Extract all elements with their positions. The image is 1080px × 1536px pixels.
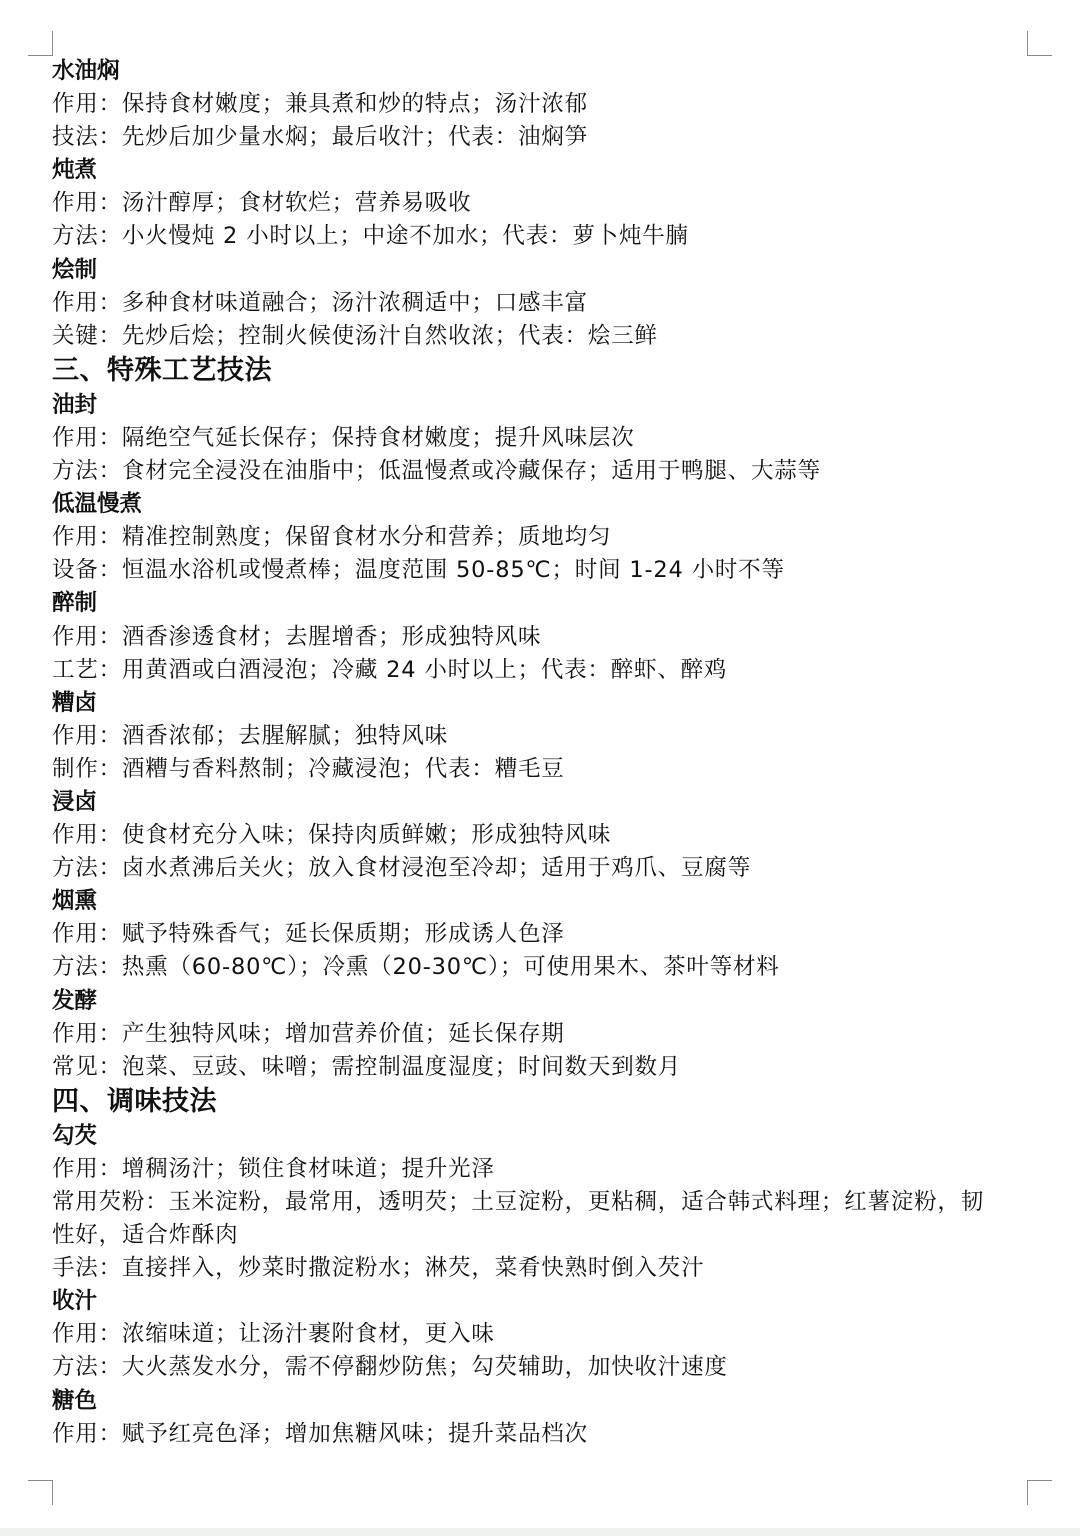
subheading-zui-zhi: 醉制 [52, 590, 98, 617]
subheading-dun-zhu: 炖煮 [52, 157, 98, 184]
text-line: 方法：卤水煮沸后关火；放入食材浸泡至冷却；适用于鸡爪、豆腐等 [52, 855, 752, 882]
page-corner-mark-top-left [28, 31, 53, 56]
subheading-di-wen-man-zhu: 低温慢煮 [52, 491, 143, 518]
subheading-jin-lu: 浸卤 [52, 788, 98, 815]
section-heading-seasoning-techniques: 四、调味技法 [52, 1085, 217, 1117]
text-line: 方法：小火慢炖 2 小时以上；中途不加水；代表：萝卜炖牛腩 [52, 223, 689, 250]
text-line: 作用：赋予红亮色泽；增加焦糖风味；提升菜品档次 [52, 1420, 588, 1447]
subheading-shou-zhi: 收汁 [52, 1288, 98, 1315]
text-line: 手法：直接拌入，炒菜时撒淀粉水；淋芡，菜肴快熟时倒入芡汁 [52, 1255, 705, 1282]
text-line: 作用：精准控制熟度；保留食材水分和营养；质地均匀 [52, 524, 612, 551]
text-line: 作用：多种食材味道融合；汤汁浓稠适中；口感丰富 [52, 289, 588, 316]
text-line: 作用：赋予特殊香气；延长保质期；形成诱人色泽 [52, 921, 565, 948]
text-line: 作用：浓缩味道；让汤汁裹附食材，更入味 [52, 1321, 495, 1348]
text-line: 作用：隔绝空气延长保存；保持食材嫩度；提升风味层次 [52, 424, 635, 451]
text-line: 作用：增稠汤汁；锁住食材味道；提升光泽 [52, 1155, 495, 1182]
text-line: 方法：热熏（60-80℃）；冷熏（20-30℃）；可使用果木、茶叶等材料 [52, 954, 780, 981]
text-line: 常见：泡菜、豆豉、味噌；需控制温度湿度；时间数天到数月 [52, 1053, 682, 1080]
section-heading-special-techniques: 三、特殊工艺技法 [52, 354, 272, 386]
page-corner-mark-bottom-right [1027, 1480, 1052, 1505]
subheading-tang-se: 糖色 [52, 1387, 98, 1414]
text-line: 作用：汤汁醇厚；食材软烂；营养易吸收 [52, 190, 472, 217]
text-paragraph: 常用芡粉：玉米淀粉，最常用，透明芡；土豆淀粉，更粘稠，适合韩式料理；红薯淀粉，韧性好，适合炸酥肉 [52, 1189, 985, 1249]
text-line: 作用：酒香浓郁；去腥解腻；独特风味 [52, 722, 449, 749]
text-line: 设备：恒温水浴机或慢煮棒；温度范围 50-85℃；时间 1-24 小时不等 [52, 557, 785, 584]
text-line: 作用：酒香渗透食材；去腥增香；形成独特风味 [52, 623, 542, 650]
subheading-zao-lu: 糟卤 [52, 689, 98, 716]
page-corner-mark-top-right [1027, 31, 1052, 56]
text-line: 技法：先炒后加少量水焖；最后收汁；代表：油焖笋 [52, 124, 588, 151]
document-body [52, 55, 1002, 1451]
bottom-strip [0, 1528, 1080, 1536]
subheading-gou-qian: 勾芡 [52, 1122, 98, 1149]
text-line: 方法：大火蒸发水分，需不停翻炒防焦；勾芡辅助，加快收汁速度 [52, 1354, 728, 1381]
text-line: 作用：保持食材嫩度；兼具煮和炒的特点；汤汁浓郁 [52, 91, 588, 118]
subheading-fa-jiao: 发酵 [52, 987, 98, 1014]
text-line: 方法：食材完全浸没在油脂中；低温慢煮或冷藏保存；适用于鸭腿、大蒜等 [52, 458, 821, 485]
text-line: 制作：酒糟与香料熬制；冷藏浸泡；代表：糟毛豆 [52, 755, 565, 782]
subheading-shui-you-men: 水油焖 [52, 58, 120, 84]
subheading-you-feng: 油封 [52, 391, 98, 418]
text-line: 作用：产生独特风味；增加营养价值；延长保存期 [52, 1020, 565, 1047]
subheading-yan-xun: 烟熏 [52, 888, 98, 915]
subheading-hui-zhi: 烩制 [52, 256, 98, 283]
text-line: 关键：先炒后烩；控制火候使汤汁自然收浓；代表：烩三鲜 [52, 322, 658, 349]
page-corner-mark-bottom-left [28, 1480, 53, 1505]
text-line: 工艺：用黄酒或白酒浸泡；冷藏 24 小时以上；代表：醉虾、醉鸡 [52, 656, 728, 683]
text-line: 作用：使食材充分入味；保持肉质鲜嫩；形成独特风味 [52, 822, 612, 849]
